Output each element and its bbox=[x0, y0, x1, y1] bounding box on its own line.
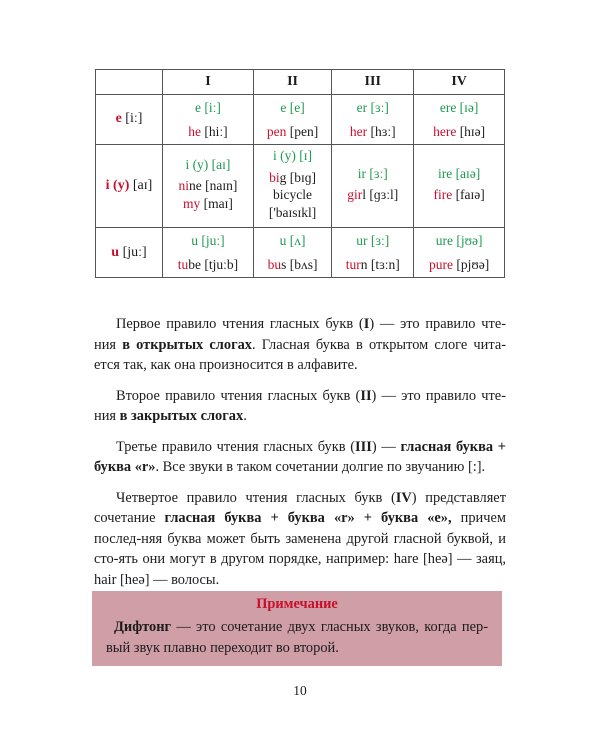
rule-pattern: u [ʌ] bbox=[279, 233, 306, 249]
rule-cell bbox=[163, 145, 254, 228]
rule-cell bbox=[253, 95, 331, 145]
note-text bbox=[106, 617, 488, 658]
rule-pattern: i (y) [ɪ] bbox=[273, 148, 313, 164]
rule-examples bbox=[414, 253, 504, 278]
example-highlight: my bbox=[182, 195, 201, 211]
example-rest: ['baɪsɪkl] bbox=[268, 204, 317, 220]
rule-examples bbox=[332, 120, 413, 145]
text-run: причем послед-няя буква может быть заменена другой гласной буквой, и сто-ять они могут в другом порядке, например: hare [heə] — заяц, hair [heə] — волосы. bbox=[94, 510, 506, 588]
note-title: Примечание bbox=[256, 596, 338, 612]
example-rest: s [bʌs] bbox=[281, 256, 318, 272]
example-highlight: bi bbox=[269, 169, 280, 185]
example-rest: ne [naɪn] bbox=[189, 178, 238, 194]
row-sound: [iː] bbox=[125, 111, 143, 127]
example-highlight: bu bbox=[267, 256, 282, 272]
body-text bbox=[94, 314, 506, 600]
rule-examples bbox=[254, 253, 331, 278]
text-run: . Гласная буква в открытом слоге чита-ется так, как она произносится в алфавите. bbox=[94, 336, 507, 373]
bold-text: II bbox=[360, 387, 372, 404]
example-rest: [hɪə] bbox=[456, 123, 486, 139]
text-run: . bbox=[243, 408, 247, 424]
bold-text: III bbox=[355, 438, 372, 455]
example-highlight: he bbox=[188, 123, 201, 139]
example-rest: g [bɪɡ] bbox=[279, 169, 316, 185]
example-rest: [faɪə] bbox=[452, 187, 485, 203]
rule-pattern: er [ɜː] bbox=[356, 100, 389, 115]
paragraph-rule-3 bbox=[94, 437, 506, 478]
example-highlight: fire bbox=[433, 187, 453, 203]
rule-pattern: u [juː] bbox=[191, 233, 225, 249]
rule-pattern: ure [jʊə] bbox=[435, 233, 483, 249]
rule-examples bbox=[163, 175, 253, 218]
rule-examples bbox=[414, 184, 504, 210]
rule-cell bbox=[253, 145, 331, 228]
text-run: Первое правило чтения гласных букв ( bbox=[116, 316, 364, 332]
example-rest: [hiː] bbox=[201, 123, 228, 139]
rule-examples bbox=[163, 120, 253, 145]
table-row bbox=[96, 228, 505, 278]
rule-cell bbox=[414, 95, 505, 145]
example-rest: l [ɡɜːl] bbox=[362, 187, 399, 203]
text-run: ) представляет сочетание bbox=[94, 489, 506, 526]
example-rest: be [tjuːb] bbox=[188, 256, 239, 272]
rule-examples bbox=[332, 253, 413, 278]
column-header: IV bbox=[414, 70, 505, 95]
row-letter: u bbox=[111, 244, 120, 260]
text-run: Второе правило чтения гласных букв ( bbox=[116, 387, 361, 404]
example-rest: [maɪ] bbox=[200, 195, 233, 211]
rule-pattern: e [iː] bbox=[195, 100, 221, 115]
paragraph-rule-1 bbox=[94, 314, 506, 376]
column-header: II bbox=[253, 70, 331, 95]
note-term: Дифтонг bbox=[114, 619, 172, 635]
rule-examples bbox=[163, 253, 253, 278]
table-header-row bbox=[96, 70, 505, 95]
example-rest: [pjʊə] bbox=[452, 256, 490, 272]
example-highlight: here bbox=[433, 123, 457, 139]
rule-cell bbox=[163, 95, 254, 145]
bold-text: в открытых слогах bbox=[122, 336, 253, 353]
row-letter: i (y) bbox=[105, 178, 130, 194]
rule-pattern: ur [ɜː] bbox=[356, 233, 390, 249]
column-header: I bbox=[163, 70, 254, 95]
note-definition: — это сочетание двух гласных звуков, когда пер-вый звук плавно переходит во второй. bbox=[106, 619, 488, 656]
paragraph-rule-2 bbox=[94, 386, 506, 427]
table-corner-cell bbox=[96, 70, 163, 95]
example-rest: [pen] bbox=[286, 123, 319, 139]
example-highlight: pen bbox=[266, 123, 287, 139]
row-header bbox=[96, 95, 163, 145]
rule-examples bbox=[414, 120, 504, 145]
rule-cell bbox=[414, 145, 505, 228]
text-run: ) — bbox=[371, 438, 401, 455]
note-box bbox=[92, 591, 502, 666]
rule-examples bbox=[254, 120, 331, 145]
example-rest: bicycle bbox=[273, 187, 313, 203]
page-number: 10 bbox=[293, 683, 307, 698]
row-header bbox=[96, 145, 163, 228]
row-letter: e bbox=[115, 111, 122, 127]
bold-text: в закрытых слогах bbox=[119, 408, 244, 424]
table-row bbox=[96, 95, 505, 145]
text-run: ) — это правило чте-ния bbox=[94, 316, 506, 353]
example-highlight: tur bbox=[345, 256, 361, 272]
bold-text: гласная буква + буква «r» bbox=[94, 438, 506, 475]
example-rest: n [tɜːn] bbox=[360, 256, 400, 272]
reading-rules-table bbox=[95, 69, 505, 278]
rule-examples bbox=[332, 184, 413, 210]
table-row bbox=[96, 145, 505, 228]
bold-text: IV bbox=[395, 489, 412, 506]
row-sound: [juː] bbox=[122, 244, 147, 260]
rule-cell bbox=[332, 95, 414, 145]
example-rest: [hɜː] bbox=[367, 123, 396, 139]
text-run: ) — это правило чте-ния bbox=[94, 387, 506, 424]
example-highlight: pure bbox=[428, 256, 453, 272]
text-run: . Все звуки в таком сочетании долгие по звучанию [:]. bbox=[155, 459, 486, 475]
rule-pattern: ir [ɜː] bbox=[357, 165, 388, 181]
rule-pattern: e [e] bbox=[280, 100, 305, 115]
example-highlight: gir bbox=[347, 187, 363, 203]
bold-text: I bbox=[363, 316, 370, 332]
text-run: Четвертое правило чтения гласных букв ( bbox=[116, 489, 396, 506]
rule-cell bbox=[163, 228, 254, 278]
example-highlight: ni bbox=[178, 178, 190, 194]
row-sound: [aɪ] bbox=[132, 178, 153, 194]
rule-pattern: i (y) [aɪ] bbox=[185, 156, 231, 172]
rule-examples bbox=[254, 167, 331, 228]
example-highlight: her bbox=[349, 123, 368, 139]
text-run: Третье правило чтения гласных букв ( bbox=[116, 438, 356, 455]
rule-pattern: ire [aɪə] bbox=[437, 165, 481, 181]
rule-cell bbox=[332, 228, 414, 278]
rule-cell bbox=[414, 228, 505, 278]
column-header: III bbox=[332, 70, 414, 95]
rule-pattern: ere [ɪə] bbox=[439, 100, 479, 115]
bold-text: гласная буква + буква «r» + буква «e», bbox=[164, 510, 452, 526]
paragraph-rule-4 bbox=[94, 488, 506, 591]
row-header bbox=[96, 228, 163, 278]
rule-cell bbox=[332, 145, 414, 228]
example-highlight: tu bbox=[177, 256, 189, 272]
rule-cell bbox=[253, 228, 331, 278]
